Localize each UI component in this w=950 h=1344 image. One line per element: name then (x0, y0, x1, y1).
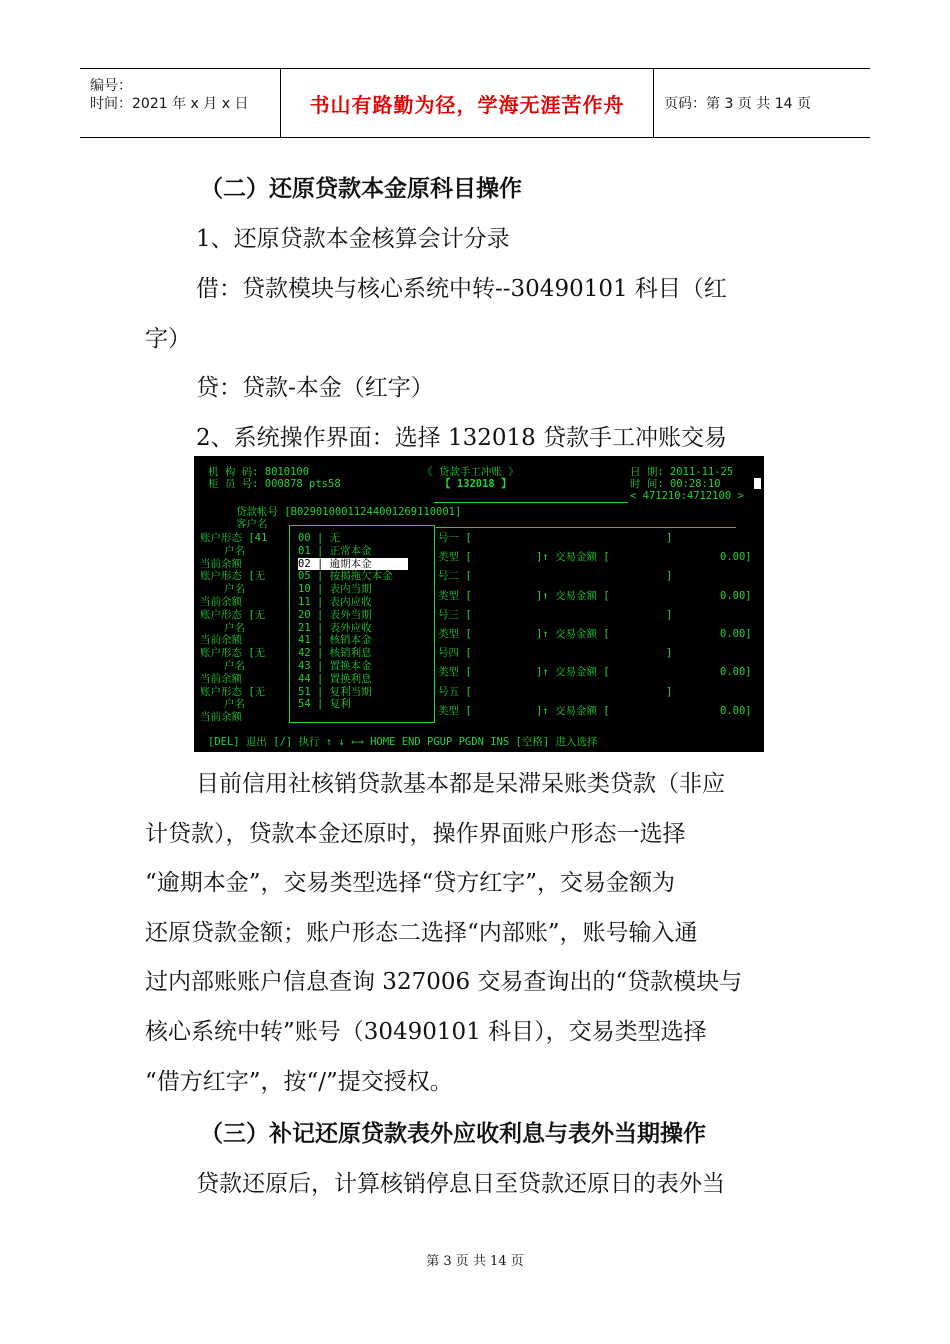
divider (436, 527, 736, 528)
time-label: 时间：2021 年 x 月 x 日 (90, 96, 249, 112)
paragraph-line: “借方红字”，按“/”提交授权。 (145, 1068, 453, 1095)
entry-field-end: ] (666, 685, 673, 698)
account-label: 账户形态 [无 (200, 570, 266, 583)
menu-item-code: 02 (298, 557, 311, 570)
debit-line-cont: 字） (145, 326, 191, 352)
term-time: 时 间: 00:28:10 (630, 478, 721, 490)
menu-item-label: | 无 (310, 532, 341, 544)
account-label: 户名 (224, 583, 245, 596)
menu-item-code: 54 (298, 698, 311, 711)
menu-item[interactable] (298, 686, 372, 698)
amount-value[interactable]: 0.00] (720, 666, 752, 679)
entry-field[interactable]: 号二 [ (438, 570, 472, 583)
account-label: 当前余额 (200, 557, 242, 570)
entry-field-end: ]↑ 交易金额 [ (536, 628, 610, 640)
menu-item-label: | 正常本金 (310, 544, 372, 557)
cursor (754, 478, 761, 489)
menu-item[interactable] (298, 634, 372, 646)
account-label: 户名 (224, 660, 245, 672)
menu-item[interactable] (298, 570, 393, 582)
menu-item-label: | 复利 (310, 698, 351, 711)
term-footer: [DEL] 退出 [/] 执行 ↑ ↓ ←→ HOME END PGUP PGDN INS [空格] 进入选择 (208, 736, 598, 748)
menu-item[interactable] (298, 622, 372, 634)
menu-item-label: | 表内应收 (310, 596, 372, 608)
page-header (80, 68, 870, 138)
menu-item-code: 01 (298, 544, 311, 557)
entry-field[interactable]: 号四 [ (438, 647, 472, 660)
page-footer: 第 3 页 共 14 页 (426, 1254, 524, 1269)
amount-value[interactable]: 0.00] (720, 551, 752, 564)
menu-item[interactable] (298, 596, 372, 608)
item2-title: 2、系统操作界面：选择 132018 贷款手工冲账交易 (196, 425, 728, 451)
menu-item-label: | 核销利息 (310, 647, 372, 660)
menu-item-label: | 表外应收 (310, 621, 372, 634)
para2-line: 贷款还原后，计算核销停息日至贷款还原日的表外当 (196, 1171, 725, 1197)
account-label: 户名 (224, 544, 245, 557)
amount-value[interactable]: 0.00] (720, 628, 752, 640)
paragraph-line: “逾期本金”，交易类型选择“贷方红字”，交易金额为 (145, 870, 676, 897)
term-date: 日 期: 2011-11-25 (630, 466, 734, 478)
account-label: 当前余额 (200, 596, 242, 608)
menu-item-code: 21 (298, 621, 311, 634)
debit-line: 借：贷款模块与核心系统中转--30490101 科目（红 (196, 276, 727, 302)
paragraph-line: 核心系统中转”账号（30490101 科目），交易类型选择 (145, 1018, 707, 1045)
menu-item-label: | 复利当期 (310, 685, 372, 698)
item1-title: 1、还原贷款本金核算会计分录 (196, 226, 510, 252)
entry-field-end: ] (666, 532, 673, 544)
menu-item-code: 51 (298, 685, 311, 698)
menu-item-code: 41 (298, 634, 311, 647)
term-teller: 柜 员 号: 000878 pts58 (208, 478, 341, 490)
menu-item-code: 10 (298, 583, 311, 596)
account-label: 账户形态 [无 (200, 608, 266, 621)
paragraph-line: 过内部账账户信息查询 327006 交易查询出的“贷款模块与 (145, 969, 743, 996)
menu-item-code: 11 (298, 596, 311, 608)
credit-line: 贷：贷款-本金（红字） (196, 375, 434, 401)
term-code: 【 132018 】 (440, 478, 512, 490)
header-info-cell (80, 69, 281, 137)
menu-item-code: 43 (298, 660, 311, 672)
entry-field[interactable]: 类型 [ (438, 704, 472, 717)
entry-field-end: ] (666, 647, 673, 660)
menu-item-code: 00 (298, 532, 311, 544)
entry-field[interactable]: 号五 [ (438, 685, 472, 698)
menu-item-label: | 核销本金 (310, 634, 372, 647)
divider (434, 502, 628, 503)
menu-item-label: | 置换利息 (310, 672, 372, 685)
entry-field[interactable]: 类型 [ (438, 551, 472, 564)
header-motto-cell (281, 69, 654, 137)
term-title: 《 贷款手工冲账 》 (422, 466, 519, 478)
page-label: 页码：第 3 页 共 14 页 (664, 96, 811, 112)
menu-item-label: | 表内当期 (310, 583, 372, 596)
entry-field-end: ] (666, 608, 673, 621)
menu-item-label: | 逾期本金 (311, 558, 408, 570)
term-loan-account: 贷款帐号 [B0290100011244001269110001] (236, 506, 462, 518)
entry-field[interactable]: 号一 [ (438, 532, 472, 544)
account-label: 当前余额 (200, 711, 242, 724)
account-label: 账户形态 [41 (200, 532, 268, 544)
term-seq: < 471210:4712100 > (630, 490, 744, 502)
entry-field-end: ]↑ 交易金额 [ (536, 666, 610, 679)
number-label: 编号： (90, 78, 132, 94)
term-org: 机 构 码: 8010100 (208, 466, 310, 478)
menu-item[interactable] (298, 647, 372, 659)
entry-field[interactable]: 号三 [ (438, 608, 472, 621)
menu-item[interactable] (298, 545, 372, 557)
motto: 书山有路勤为径，学海无涯苦作舟 (309, 93, 625, 117)
entry-field-end: ]↑ 交易金额 [ (536, 589, 610, 602)
menu-item-code: 05 (298, 570, 311, 583)
entry-field[interactable]: 类型 [ (438, 628, 472, 640)
menu-item-label: | 置换本金 (310, 660, 372, 672)
amount-value[interactable]: 0.00] (720, 589, 752, 602)
menu-item-code: 42 (298, 647, 311, 660)
paragraph-line: 还原贷款金额；账户形态二选择“内部账”，账号输入通 (145, 919, 698, 946)
menu-item[interactable] (298, 660, 372, 672)
menu-item[interactable] (298, 673, 372, 685)
account-label: 账户形态 [无 (200, 647, 266, 660)
paragraph-line: 计贷款），贷款本金还原时，操作界面账户形态一选择 (145, 820, 686, 847)
menu-item-code: 44 (298, 672, 311, 685)
menu-item[interactable] (298, 532, 340, 544)
header-page-cell (654, 69, 870, 137)
entry-field[interactable]: 类型 [ (438, 589, 472, 602)
menu-item-label: | 表外当期 (310, 608, 372, 621)
menu-item[interactable] (298, 583, 372, 595)
account-label: 户名 (224, 621, 245, 634)
entry-field-end: ]↑ 交易金额 [ (536, 551, 610, 564)
body-paragraph (145, 760, 807, 1107)
terminal-screenshot (194, 456, 764, 752)
section2-title: （二）还原贷款本金原科目操作 (200, 176, 522, 202)
menu-item[interactable] (298, 609, 372, 621)
menu-item-code: 20 (298, 608, 311, 621)
account-label: 户名 (224, 698, 245, 711)
section3-title: （三）补记还原贷款表外应收利息与表外当期操作 (200, 1121, 706, 1147)
term-customer: 客户名 (236, 518, 268, 530)
account-label: 当前余额 (200, 634, 242, 647)
account-label: 当前余额 (200, 672, 242, 685)
account-label: 账户形态 [无 (200, 685, 266, 698)
entry-field-end: ] (666, 570, 673, 583)
menu-item[interactable] (298, 558, 408, 570)
paragraph-line: 目前信用社核销贷款基本都是呆滞呆账类贷款（非应 (196, 771, 725, 797)
entry-field[interactable]: 类型 [ (438, 666, 472, 679)
menu-item-label: | 按揭拖欠本金 (310, 570, 393, 583)
amount-value[interactable]: 0.00] (720, 704, 752, 717)
menu-item[interactable] (298, 698, 351, 710)
entry-field-end: ]↑ 交易金额 [ (536, 704, 610, 717)
